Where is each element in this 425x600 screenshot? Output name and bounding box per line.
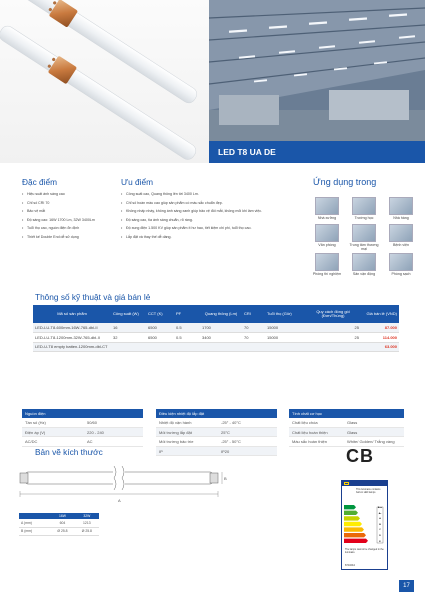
features-list [22, 190, 95, 241]
warehouse-image [209, 0, 425, 163]
mechanical-title: Tính chất cơ học [289, 409, 404, 418]
table-row: Màu sắc hoàn thiện White/ Golden/ Trắng vàng [289, 437, 404, 447]
advantage-item: • Độ sáng cao, tia ánh sáng chuẩn, rõ ràng. [121, 216, 262, 225]
header-cell: CCT (K) [146, 305, 174, 323]
advantages-title: Ưu điểm [121, 177, 153, 187]
table-row: Chất liệu hoàn thiện Glass [289, 428, 404, 438]
app-restaurant: Nhà hàng [385, 197, 417, 220]
app-stadium: Sân vận động [348, 253, 380, 276]
table-row: Chất liệu chóa Glass [289, 418, 404, 428]
energy-text-bottom: The lamps cannot be changed in the luminaire [345, 548, 384, 554]
table-row [33, 342, 399, 352]
energy-regulation-code: 874/2012 [345, 564, 355, 567]
feature-item: • Độ sáng cao: 16W 1700 Lm, 32W 3400Lm [22, 216, 95, 225]
header-cell: Giá bán lẻ (VND) [361, 305, 399, 323]
price-cell: 87.000 [361, 323, 399, 333]
cell: 6500 [146, 333, 174, 343]
feature-item: • Thiết kế Double End dễ sử dụng [22, 233, 95, 242]
product-name-badge: LED T8 UA DE [209, 141, 425, 163]
feature-item: • Chỉ số CRI 70 [22, 199, 95, 208]
feature-item: • Hiệu suất ánh sáng cao [22, 190, 95, 199]
cell: 6500 [146, 323, 174, 333]
eu-flag-bar [342, 481, 387, 486]
table-row: B (mm) Ø 25.8 Ø 25.8 [19, 527, 99, 535]
table-row: Điện áp (V) 220 - 240 [22, 428, 143, 438]
header-cell: PF [174, 305, 200, 323]
product-photo [0, 0, 209, 163]
features-title: Đặc điểm [22, 177, 58, 187]
feature-item: • Bảo vệ mắt [22, 207, 95, 216]
app-mall: Trung tâm thương mại [348, 224, 380, 251]
table-row: Môi trường bảo trìe -25° - 50°C [156, 437, 277, 447]
table-row: A (mm) 604 1213 [19, 519, 99, 527]
restaurant-icon [389, 197, 413, 215]
cell: 15000 [265, 323, 305, 333]
app-school: Trường học [348, 197, 380, 220]
table-row: Tần số (Hz) 50/60 [22, 418, 143, 428]
advantage-item: • Công suất cao, Quang thông lên tới 3400 Lm. [121, 190, 262, 199]
table-row [33, 323, 399, 333]
dim-a-label: A [118, 498, 121, 503]
header-cell: Quy cách đóng gói (Đơn/Thùng) [305, 305, 361, 323]
app-factory: Nhà xưởng [311, 197, 343, 220]
lab-icon [315, 253, 339, 271]
advantages-list [121, 190, 262, 241]
table-row: IP IP20 [156, 447, 277, 457]
price-cell: 63.000 [361, 342, 399, 352]
header-cell: Tuổi thọ (Giờ) [265, 305, 305, 323]
application-photo [209, 0, 425, 163]
cell: LED-LU-T8-1200mm-32W-765-dbl-II [33, 333, 111, 343]
install-conditions-title: Điều kiện nhiệt độ lắp đặt [156, 409, 277, 418]
cell: 25 [305, 333, 361, 343]
advantage-item: • Không nhấp nháy, không ánh sáng xanh giúp bảo vệ đôi mắt, không mỏi khi làm việc. [121, 207, 262, 216]
cell: 16 [111, 323, 146, 333]
mall-icon [352, 224, 376, 242]
table-row [33, 333, 399, 343]
energy-class-labels: A++ A+ A B C D E [377, 507, 383, 543]
cell: 1700 [200, 323, 242, 333]
eu-flag-icon [344, 482, 349, 486]
advantage-item: • Chỉ số hoàn màu cao giúp sản phẩm có màu sắc chuẩn đẹp. [121, 199, 262, 208]
table-row: AC/DC AC [22, 437, 143, 447]
applications-title: Ứng dụng trong [313, 177, 377, 187]
table-row: Nhiệt độ vận hành -25° - 40°C [156, 418, 277, 428]
cell: 70 [242, 333, 265, 343]
advantage-item: • Độ xung điện 1.500 KV giúp sản phẩm ít hư hao, tiết kiệm chi phí, tuổi thọ cao. [121, 224, 262, 233]
power-source-table [22, 409, 143, 447]
cell: 32 [111, 333, 146, 343]
cb-certification-logo: CB [346, 446, 374, 466]
dimension-drawing [18, 460, 228, 505]
header-cell: Mã số sản phẩm [33, 305, 111, 323]
app-cleanroom: Phòng sạch [385, 253, 417, 276]
price-cell: 114.000 [361, 333, 399, 343]
specs-table [33, 305, 399, 352]
energy-text-top: This luminaire contains built-in LED lamps [356, 488, 381, 494]
cell: 0.5 [174, 323, 200, 333]
mechanical-table [289, 409, 404, 447]
dimension-table: 16W 32W A (mm) 604 1213 B (mm) Ø 25.8 Ø 25.8 [19, 513, 99, 536]
energy-label [341, 480, 388, 570]
hospital-icon [389, 224, 413, 242]
factory-icon [315, 197, 339, 215]
hero-banner [0, 0, 425, 163]
cell: LED-U-T8 empty batten-1200mm-dbl-CT [33, 342, 361, 352]
cell: 3400 [200, 333, 242, 343]
specs-title: Thông số kỹ thuật và giá bán lẻ [35, 292, 151, 302]
advantage-item: • Lắp đặt và thay thế dễ dàng. [121, 233, 262, 242]
feature-item: • Tuổi thọ cao, nguồn điện ổn định [22, 224, 95, 233]
table-row: Môi trường lắp đặt 25°C [156, 428, 277, 438]
app-hospital: Bệnh viện [385, 224, 417, 247]
cell: 0.5 [174, 333, 200, 343]
header-cell: Công suất (W) [111, 305, 146, 323]
app-lab: Phòng thí nghiệm [311, 253, 343, 276]
page-number: 17 [399, 580, 414, 592]
drawing-title: Bản vẽ kích thước [35, 447, 103, 457]
school-icon [352, 197, 376, 215]
led-tube-image [0, 0, 209, 163]
stadium-icon [352, 253, 376, 271]
header-cell: CRI [242, 305, 265, 323]
specs-header-row [33, 305, 399, 323]
cleanroom-icon [389, 253, 413, 271]
office-icon [315, 224, 339, 242]
power-source-title: Nguồn điện [22, 409, 143, 418]
dim-b-label: B [224, 476, 227, 481]
cell: LED-LU-T8-600mm-16W-765-dbl-II [33, 323, 111, 333]
app-office: Văn phòng [311, 224, 343, 247]
cell: 15000 [265, 333, 305, 343]
install-conditions-table [156, 409, 277, 456]
cell: 25 [305, 323, 361, 333]
cell: 70 [242, 323, 265, 333]
header-cell: Quang thông (Lm) [200, 305, 242, 323]
